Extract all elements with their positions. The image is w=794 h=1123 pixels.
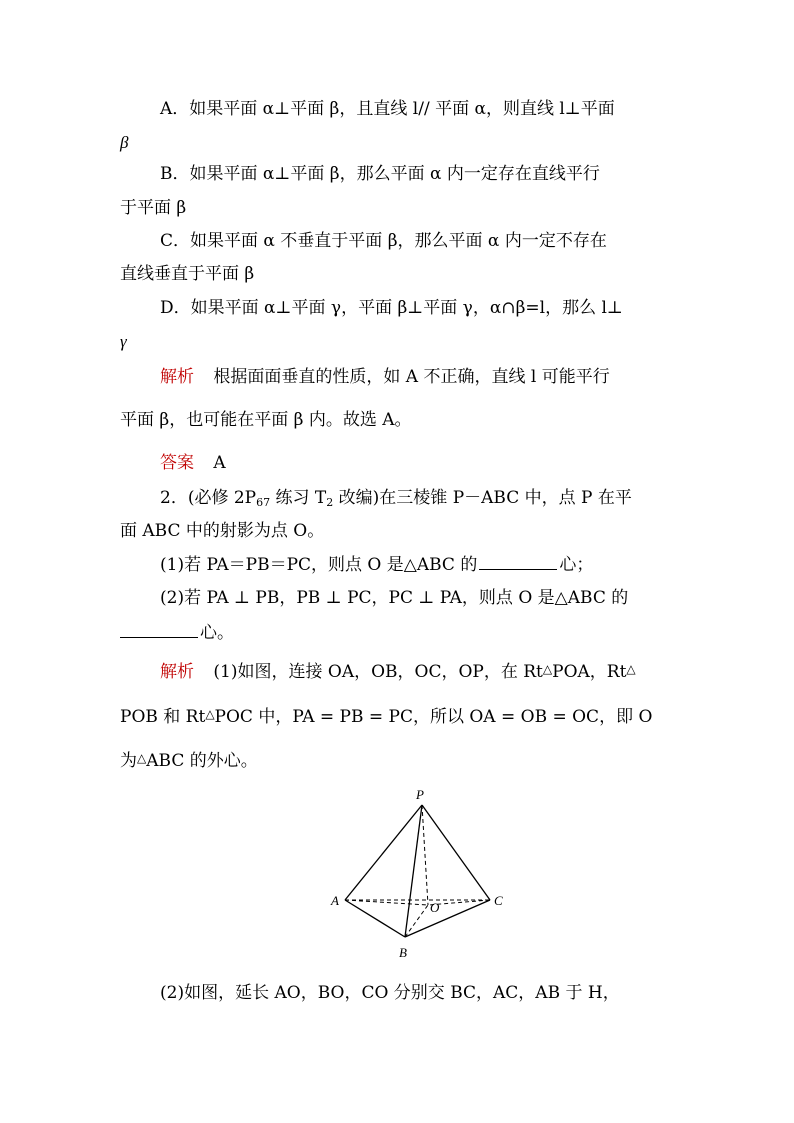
analysis-2-text-e: 为	[120, 751, 137, 771]
label-c: C	[494, 893, 503, 908]
q2-sub-2: 2	[326, 496, 334, 509]
q2-part2-suffix: 心。	[200, 623, 234, 643]
segment-po	[422, 805, 428, 905]
question-2-part2-line2	[120, 620, 680, 645]
edge-pa	[345, 805, 422, 900]
answer-value: A	[213, 453, 226, 473]
analysis-label: 解析	[160, 367, 194, 387]
analysis-2-text-f: ABC 的外心。	[146, 751, 258, 771]
question-2-part2: (2)若 PA ⊥ PB，PB ⊥ PC，PC ⊥ PA，则点 O 是△ABC 的	[160, 588, 629, 608]
option-c-line1: C．如果平面 α 不垂直于平面 β，那么平面 α 内一定不存在	[160, 231, 607, 251]
pyramid-figure	[320, 785, 520, 965]
question-2-part1	[160, 552, 720, 577]
analysis-2-text-d: POC 中，PA = PB = PC，所以 OA = OB = OC，即 O	[214, 707, 653, 727]
triangle-icon: △	[626, 662, 636, 676]
q2-text-b: 练习 T	[270, 488, 327, 508]
option-b-line2: 于平面 β	[120, 198, 187, 218]
option-c-line2: 直线垂直于平面 β	[120, 264, 255, 284]
analysis-2-text-a: (1)如图，连接 OA，OB，OC，OP，在 Rt	[213, 662, 543, 682]
analysis-2-line3	[120, 746, 680, 773]
q2-part1-text: (1)若 PA＝PB＝PC，则点 O 是△ABC 的	[160, 555, 478, 575]
q2-text-c: 改编)在三棱锥 P－ABC 中，点 P 在平	[333, 488, 632, 508]
q2-part1-suffix: 心；	[559, 555, 594, 575]
analysis-2-line2	[120, 702, 680, 729]
label-a: A	[331, 893, 339, 908]
analysis-2-text-c: POB 和 Rt	[120, 707, 206, 727]
question-2-line1	[160, 486, 720, 515]
triangle-icon: △	[137, 751, 147, 765]
answer-blank-1[interactable]	[479, 552, 557, 570]
option-d-line1: D．如果平面 α⊥平面 γ，平面 β⊥平面 γ，α∩β=l，那么 l⊥	[160, 298, 623, 318]
label-b: B	[399, 945, 407, 960]
triangle-icon: △	[205, 707, 215, 721]
analysis-2-label: 解析	[160, 662, 194, 682]
analysis-2-line1	[160, 657, 720, 684]
label-p: P	[416, 787, 424, 802]
option-a-line2: β	[120, 133, 129, 152]
segment-ao	[345, 900, 428, 905]
answer-blank-2[interactable]	[120, 620, 198, 638]
question-2-line2: 面 ABC 中的射影为点 O。	[120, 521, 325, 541]
q2-text-a: 2．(必修 2P	[160, 488, 257, 508]
analysis-1-line2: 平面 β，也可能在平面 β 内。故选 A。	[120, 410, 412, 430]
option-d-line2: γ	[120, 332, 127, 351]
option-b-line1: B．如果平面 α⊥平面 β，那么平面 α 内一定存在直线平行	[160, 164, 600, 184]
q2-sub-1: 67	[256, 496, 271, 509]
edge-ab	[345, 900, 405, 937]
analysis-2-text-b: POA，Rt	[552, 662, 627, 682]
answer-label: 答案	[160, 453, 194, 473]
analysis-1-line1	[160, 365, 720, 389]
analysis-text: 根据面面垂直的性质，如 A 不正确，直线 l 可能平行	[213, 367, 610, 387]
answer-1	[160, 451, 720, 475]
label-o: O	[430, 900, 440, 915]
triangle-icon: △	[542, 662, 553, 676]
option-a-line1: A．如果平面 α⊥平面 β，且直线 l// 平面 α，则直线 l⊥平面	[160, 99, 615, 119]
part-2-analysis: (2)如图，延长 AO，BO，CO 分别交 BC，AC，AB 于 H，	[160, 983, 620, 1003]
edge-pc	[422, 805, 490, 900]
